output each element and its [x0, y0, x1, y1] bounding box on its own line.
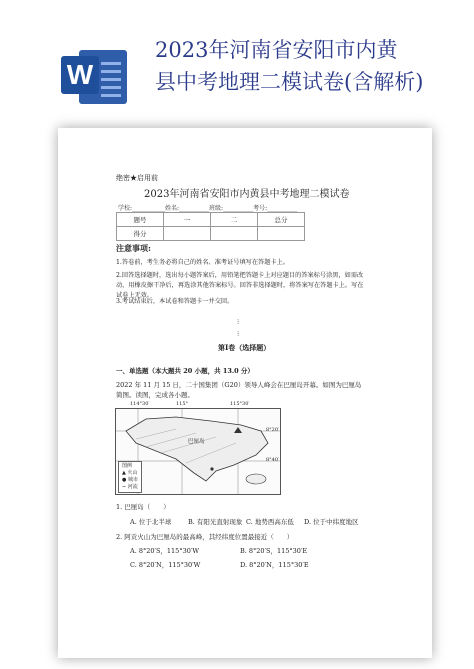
notice-item: 1.答卷前，考生务必将自己的姓名、准考证号填写在答题卡上。 [116, 259, 289, 266]
secret-label: 绝密★启用前 [116, 174, 158, 182]
map-label: 115°30′ [230, 401, 250, 407]
table-cell [211, 227, 258, 241]
city-marker [210, 467, 213, 470]
q2-option-d: D. 8°20′N，115°30′E [240, 561, 309, 569]
word-document-icon: W [61, 46, 131, 106]
banner [0, 0, 474, 118]
table-cell: 题号 [117, 213, 164, 227]
notice-item: 2.回答选择题时，选出每小题答案后，用铅笔把答题卡上对应题目的答案标号涂黑，如需改动，用橡皮擦干净后，再选涂其他答案标号。回答非选择题时，将答案写在答题卡上。写在试卷上无效。 [116, 272, 364, 299]
bali-map [115, 401, 281, 495]
binding-line-marker: ⁝ [237, 318, 240, 326]
island-shape [126, 417, 268, 481]
map-legend: 图例 ▲ 火山 ● 城市 ~ 河流 [118, 461, 142, 493]
section-title: 一、单选题（本大题共 20 小题，共 13.0 分） [116, 367, 254, 375]
map-label: 114°30′ [130, 401, 150, 407]
q2-option-a: A. 8°20′S，115°30′W [130, 547, 199, 555]
question-1: 1. 巴厘岛（ ） [116, 503, 170, 511]
table-cell: 总分 [258, 213, 305, 227]
map-label: 8°40′ [266, 457, 280, 463]
map-place-label: 巴厘岛 [188, 439, 205, 445]
score-table [116, 212, 305, 241]
binding-line-marker: ⁝ [237, 330, 240, 338]
table-cell [258, 227, 305, 241]
small-island [246, 474, 266, 484]
student-info-line: 学校:___________姓名:__________班级:__________考号:__________ [118, 205, 298, 212]
q1-option-b: B. 有阳光直射现象 [188, 518, 243, 526]
q1-option-c: C. 地势西高东低 [246, 518, 294, 526]
map-label: 8°20′ [266, 427, 280, 433]
table-cell: 二 [211, 213, 258, 227]
banner-title: 2023年河南省安阳市内黄 县中考地理二模试卷(含解析) [155, 38, 424, 94]
table-row [117, 227, 305, 241]
notice-item: 3.考试结束后，本试卷和答题卡一并交回。 [116, 298, 234, 305]
table-cell [164, 227, 211, 241]
q1-option-a: A. 位于北半球 [130, 518, 172, 526]
question-2: 2. 阿贡火山为巴厘岛的最高峰，其经纬度位置最接近（ ） [116, 533, 294, 541]
q2-option-c: C. 8°20′N，115°30′W [130, 561, 201, 569]
notice-title: 注意事项: [116, 243, 151, 253]
map-label: 115° [176, 401, 189, 407]
table-cell: 一 [164, 213, 211, 227]
part-title: 第I卷（选择题） [218, 343, 271, 352]
question-intro: 2022 年 11 月 15 日，二十国集团（G20）领导人峰会在巴厘岛开幕。如图为巴厘岛简图。读图，完成各小题。 [116, 381, 362, 399]
table-cell: 得分 [117, 227, 164, 241]
q1-option-d: D. 位于中纬度地区 [304, 518, 359, 526]
q2-option-b: B. 8°20′S，115°30′E [240, 547, 308, 555]
document-title: 2023年河南省安阳市内黄县中考地理二模试卷 [144, 189, 350, 200]
table-row [117, 213, 305, 227]
